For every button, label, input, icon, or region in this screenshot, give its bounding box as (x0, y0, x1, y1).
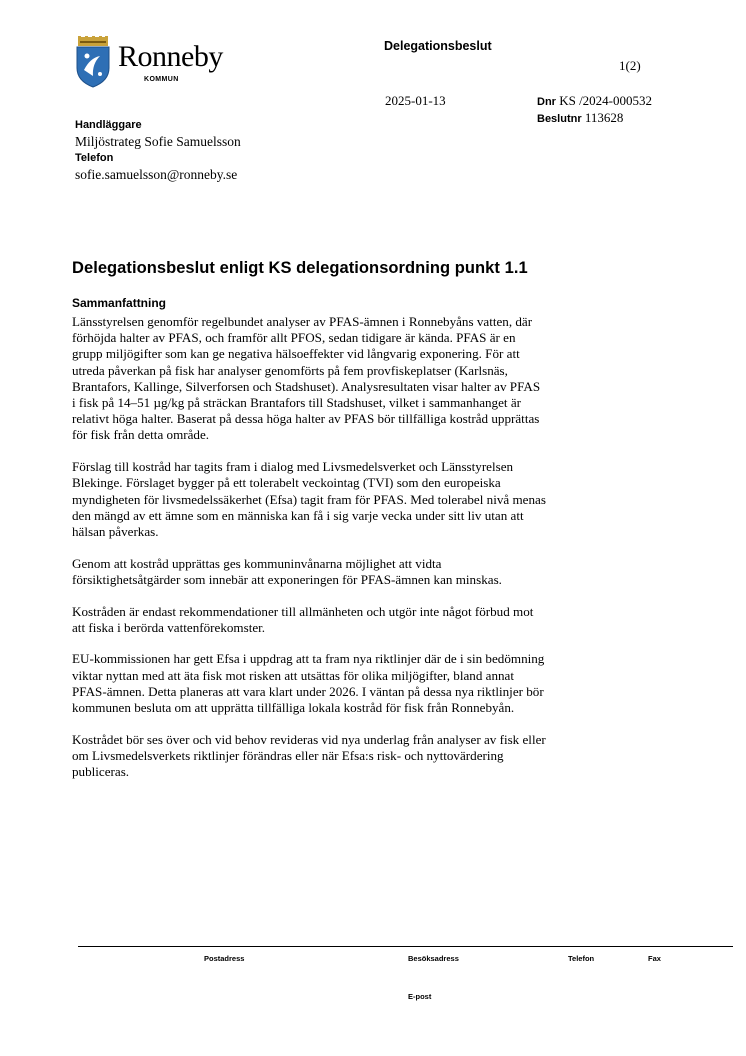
coat-of-arms-icon (74, 36, 114, 88)
text-line: myndigheten för livsmedelssäkerhet (Efsa) tagit fram för PFAS. Med tolerabel nivå menas (72, 491, 546, 507)
text-line: EU-kommissionen har gett Efsa i uppdrag att ta fram nya riktlinjer där de i sin bedömning (72, 651, 545, 667)
paragraph (72, 604, 632, 636)
text-line: publiceras. (72, 764, 130, 780)
telefon-label: Telefon (75, 152, 114, 164)
document-type: Delegationsbeslut (384, 39, 492, 53)
text-line: för fisk från detta område. (72, 427, 210, 443)
text-line: utreda påverkan på fisk har analyser genomförts på fem provfiskeplatser (Karlsnäs, (72, 362, 508, 378)
handlaggare-value: Miljöstrateg Sofie Samuelsson (75, 134, 241, 149)
contact-email: sofie.samuelsson@ronneby.se (75, 167, 238, 182)
body-text (72, 314, 632, 796)
text-line: relativt höga halter. Baserat på dessa höga halter av PFAS bör tillfälliga kostråd upprättas (72, 411, 540, 427)
text-line: Genom att kostråd upprättas ges kommuninvånarna möjlighet att vidta (72, 555, 442, 571)
beslutnr (537, 110, 623, 126)
paragraph (72, 651, 632, 716)
text-line: grupp miljögifter som kan ge negativa hälsoeffekter vid långvarig exponering. För att (72, 346, 520, 362)
beslutnr-label: Beslutnr (537, 113, 582, 125)
text-line: kommunen besluta om att upprätta tillfälliga lokala kostråd för fisk från Ronnebyån. (72, 700, 515, 716)
paragraph (72, 556, 632, 588)
section-title: Sammanfattning (72, 296, 167, 310)
document-date: 2025-01-13 (385, 93, 446, 108)
footer-besoksadress: Besöksadress (408, 954, 459, 963)
text-line: om Livsmedelsverkets riktlinjer förändras eller när Efsa:s risk- och nyttovärdering (72, 747, 504, 763)
page-title: Delegationsbeslut enligt KS delegationsordning punkt 1.1 (72, 259, 528, 277)
text-line: PFAS-ämnen. Detta planeras att vara klart under 2026. I väntan på dessa nya riktlinjer bör (72, 683, 544, 699)
text-line: Kostrådet bör ses över och vid behov revideras vid nya underlag från analyser av fisk eller (72, 731, 546, 747)
text-line: Blekinge. Förslaget bygger på ett tolerabelt veckointag (TVI) som den europeiska (72, 475, 501, 491)
text-line: hälsan påverkas. (72, 523, 159, 539)
beslutnr-value: 113628 (584, 110, 624, 125)
text-line: den mängd av ett ämne som en människa kan få i sig varje vecka under sitt liv utan att (72, 507, 524, 523)
text-line: förhöjda halter av PFAS, och framför allt PFOS, sedan tidigare är kända. PFAS är en (72, 330, 516, 346)
paragraph (72, 459, 632, 540)
org-name: Ronneby (118, 40, 223, 73)
dnr-value: KS /2024-000532 (559, 93, 653, 108)
text-line: Kostråden är endast rekommendationer till allmänheten och utgör inte något förbud mot (72, 603, 534, 619)
paragraph (72, 732, 632, 781)
handlaggare-label: Handläggare (75, 119, 142, 131)
footer-divider (78, 946, 733, 947)
text-line: att fiska i berörda vattenförekomster. (72, 619, 266, 635)
text-line: viktar nyttan med att äta fisk mot risken att utsättas för olika miljögifter, bland annat (72, 667, 515, 683)
org-subtitle: KOMMUN (144, 76, 179, 83)
text-line: i fisk på 14–51 µg/kg på sträckan Brantafors till Stadshuset, vilket i sammanhanget är (72, 395, 521, 411)
page-number: 1(2) (619, 58, 641, 73)
text-line: Brantafors, Kallinge, Silverforsen och Stadshuset). Analysresultaten visar halter av PFAS (72, 378, 541, 394)
text-line: Länsstyrelsen genomför regelbundet analyser av PFAS-ämnen i Ronnebyåns vatten, där (72, 314, 533, 329)
paragraph (72, 314, 632, 444)
dnr-label: Dnr (537, 96, 556, 108)
dnr (537, 93, 652, 109)
footer-postadress: Postadress (204, 954, 245, 963)
footer-epost: E-post (408, 992, 432, 1001)
text-line: Förslag till kostråd har tagits fram i dialog med Livsmedelsverket och Länsstyrelsen (72, 459, 514, 475)
footer-telefon: Telefon (568, 954, 595, 963)
footer-fax: Fax (648, 954, 661, 963)
text-line: försiktighetsåtgärder som innebär att exponeringen för PFAS-ämnen kan minskas. (72, 571, 502, 587)
